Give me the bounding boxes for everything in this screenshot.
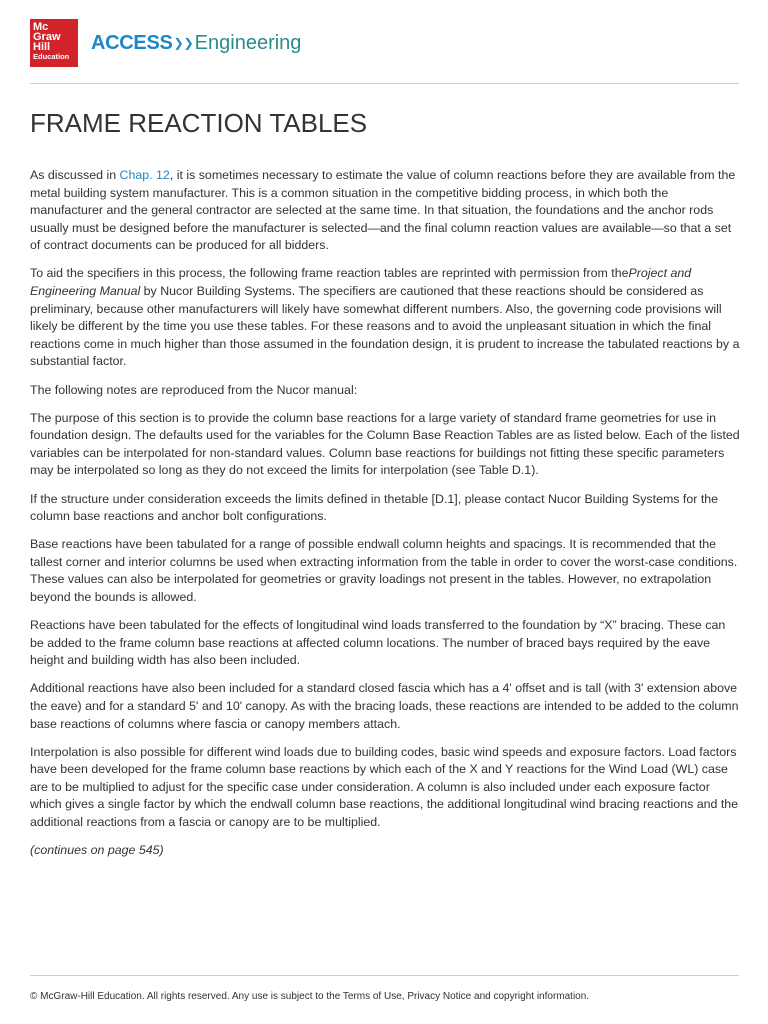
logo-line-hill: Hill [33,41,51,53]
header-divider [30,83,739,84]
paragraph-interpolation: Interpolation is also possible for different wind loads due to building codes, basic wind speeds and exposure factors. Load factors have been developed for the frame column base reactions by which each of the X and Y reactions for the Wind Load (WL) case are to be multiplied to adjust for the specific case under consideration. A column is also included under each exposure factor which gives a single factor by which the endwall column base reactions, the additional longitudinal wind bracing reactions and the additional reactions from a fascia or canopy are to be multiplied. [30,744,739,829]
paragraph-purpose: The purpose of this section is to provide the column base reactions for a large variety of standard frame geometries for use in foundation design. The defaults used for the variables for the Column Base Reaction Tables are as listed below. Each of the listed variables can be interpolated for non-standard values. Column base reactions for buildings not fitting these specific parameters may be interpolated so long as they do not exceed the limits for interpolation (see Table D.1). [30,410,740,478]
paragraph-fascia-canopy: Additional reactions have also been included for a standard closed fascia which has a 4' offset and is tall (with 3' extension above the eave) and for a standard 5' and 10' canopy. As with the bracing loads, these reactions are intended to be added to the column base reactions of columns where fascia or canopy members attach. [30,681,739,731]
logo-line-graw: Graw [33,31,61,43]
article-body [30,167,742,870]
paragraph-base-reactions: Base reactions have been tabulated for a range of possible endwall column heights and spacings. It is recommended that the tallest corner and interior columns be used when extracting information from the table in order to cover the worst-case conditions. These values can also be interpolated for geometries or gravity loadings not present in the tables. However, no extrapolation beyond the bounds is allowed. [30,537,738,604]
logo-access-text: ACCESS [91,31,173,54]
manual-title: Project and Engineering Manual [30,266,692,299]
double-chevron-icon: ❯❯ [173,36,194,50]
continues-note [30,842,742,860]
paragraph-aid-specifiers [30,265,742,371]
paragraph-limits: If the structure under consideration exceeds the limits defined in thetable [D.1], please contact Nucor Building Systems for the column base reactions and anchor bolt configurations. [30,491,719,524]
access-engineering-logo[interactable] [91,29,301,57]
footer-divider [30,975,739,976]
page-title: FRAME REACTION TABLES [30,108,368,138]
paragraph-intro-before: As discussed in [30,168,120,182]
paragraph-intro [30,167,742,255]
paragraph-aid-after: by Nucor Building Systems. The specifiers are cautioned that these reactions should be considered as preliminary, because other manufacturers will likely have somewhat different numbers. Also, the governing code provisions will likely be different by the time you use these tables. For these reasons and to avoid the unpleasant situation in which the final reactions come in much higher than those assumed in the foundation design, it is prudent to increase the tabulated reactions by a substantial factor. [30,284,740,369]
continues-note-text: (continues on page 545) [30,843,164,858]
logo-line-education: Education [33,52,70,61]
logo-engineering-text: Engineering [194,31,302,54]
page-header [30,19,740,67]
paragraph-aid-before: To aid the specifiers in this process, the following frame reaction tables are reprinted with permission from the [30,266,629,281]
mcgraw-hill-logo[interactable] [30,19,78,67]
chapter-link[interactable]: Chap. 12 [119,168,170,182]
paragraph-wind-bracing: Reactions have been tabulated for the effects of longitudinal wind loads transferred to the foundation by “X” bracing. These can be added to the frame column base reactions at affected column locations. The number of braced bays required by the eave height and building width has also been included. [30,618,726,668]
paragraph-intro-after: , it is sometimes necessary to estimate the value of column reactions before they are available from the metal building system manufacturer. This is a common situation in the competitive bidding process, in which both the manufacturer and the general contractor are selected at the same time. In that situation, the foundations and the anchor rods usually must be designed before the manufacturer is selected—and the final column reaction values are available—so that a set of contract documents can be produced for all bidders. [30,168,736,253]
logo-line-mc: Mc [33,21,49,33]
paragraph-notes-intro: The following notes are reproduced from the Nucor manual: [30,382,358,397]
copyright-footer: © McGraw-Hill Education. All rights reserved. Any use is subject to the Terms of Use, Privacy Notice and copyright information. [30,991,590,1002]
